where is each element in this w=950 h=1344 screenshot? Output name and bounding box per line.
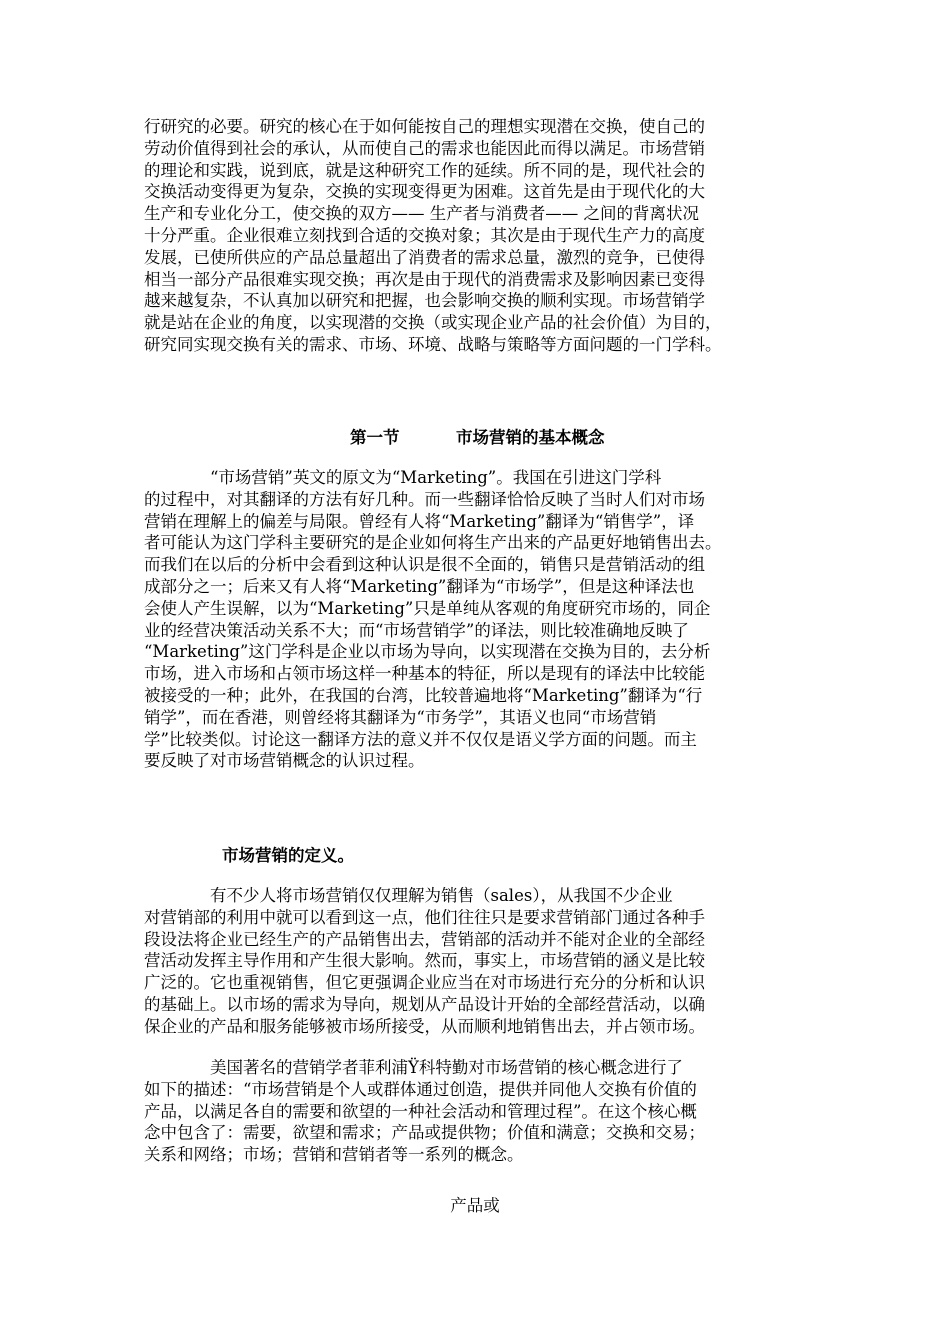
text-line: 越来越复杂，不认真加以研究和把握，也会影响交换的顺利实现。市场营销学 xyxy=(144,291,705,311)
text-line: 生产和专业化分工，使交换的双方—— 生产者与消费者—— 之间的背离状况 xyxy=(144,204,699,224)
intro-paragraph xyxy=(144,116,812,356)
text-line: 发展，已使所供应的产品总量超出了消费者的需求总量，激烈的竞争，已使得 xyxy=(144,247,705,267)
text-line: 关系和网络；市场；营销和营销者等一系列的概念。 xyxy=(144,1145,524,1165)
text-line: 广泛的。它也重视销售，但它更强调企业应当在对市场进行充分的分析和认识 xyxy=(144,973,705,993)
text-line: 销学”，而在香港，则曾经将其翻译为“市务学”，其语义也同“市场营销 xyxy=(144,707,657,727)
text-line: 者可能认为这门学科主要研究的是企业如何将生产出来的产品更好地销售出去。 xyxy=(144,533,722,553)
text-line: 的基础上。以市场的需求为导向，规划从产品设计开始的全部经营活动，以确 xyxy=(144,994,705,1014)
text-line: 有不少人将市场营销仅仅理解为销售（sales），从我国不少企业 xyxy=(144,886,673,905)
text-line: 被接受的一种；此外，在我国的台湾，比较普遍地将“Marketing”翻译为“行 xyxy=(144,685,703,705)
text-line: 业的经营决策活动关系不大；而“市场营销学”的译法，则比较准确地反映了 xyxy=(144,620,689,640)
marketing-translation-paragraph xyxy=(144,467,812,772)
text-line: 研究同实现交换有关的需求、市场、环境、战略与策略等方面问题的一门学科。 xyxy=(144,334,722,354)
text-line: “市场营销”英文的原文为“Marketing”。我国在引进这门学科 xyxy=(144,468,662,487)
kotler-paragraph xyxy=(144,1057,812,1166)
text-line: 段设法将企业已经生产的产品销售出去，营销部的活动并不能对企业的全部经 xyxy=(144,929,705,949)
text-line: 念中包含了：需要，欲望和需求；产品或提供物；价值和满意；交换和交易； xyxy=(144,1123,705,1143)
subheading-definition: 市场营销的定义。 xyxy=(222,846,354,865)
text-line: “Marketing”这门学科是企业以市场为导向，以实现潜在交换为目的，去分析 xyxy=(144,642,711,662)
text-line: 美国著名的营销学者菲利浦Ÿ科特勤对市场营销的核心概念进行了 xyxy=(144,1058,683,1077)
text-line: 就是站在企业的角度，以实现潜的交换（或实现企业产品的社会价值）为目的， xyxy=(144,313,722,333)
text-line: 要反映了对市场营销概念的认识过程。 xyxy=(144,751,425,771)
text-line: 如下的描述：“市场营销是个人或群体通过创造，提供并同他人交换有价值的 xyxy=(144,1079,697,1099)
text-line: 营活动发挥主导作用和产生很大影响。然而，事实上，市场营销的涵义是比较 xyxy=(144,951,705,971)
text-line: 市场，进入市场和占领市场这样一种基本的特征，所以是现有的译法中比较能 xyxy=(144,664,705,684)
text-line: 劳动价值得到社会的承认，从而使自己的需求也能因此而得以满足。市场营销 xyxy=(144,138,705,158)
text-line: 的过程中，对其翻译的方法有好几种。而一些翻译恰恰反映了当时人们对市场 xyxy=(144,489,705,509)
definition-paragraph xyxy=(144,885,812,1038)
text-line: 对营销部的利用中就可以看到这一点，他们往往只是要求营销部门通过各种手 xyxy=(144,907,705,927)
text-line: 交换活动变得更为复杂，交换的实现变得更为困难。这首先是由于现代化的大 xyxy=(144,182,705,202)
text-line: 保企业的产品和服务能够被市场所接受，从而顺利地销售出去，并占领市场。 xyxy=(144,1016,705,1036)
text-line: 十分严重。企业很难立刻找到合适的交换对象；其次是由于现代生产力的高度 xyxy=(144,225,705,245)
text-line: 成部分之一；后来又有人将“Marketing”翻译为“市场学”，但是这种译法也 xyxy=(144,576,695,596)
text-line: 会使人产生误解，以为“Marketing”只是单纯从客观的角度研究市场的，同企 xyxy=(144,598,711,618)
text-line: 产品，以满足各自的需要和欲望的一种社会活动和管理过程”。在这个核心概 xyxy=(144,1101,697,1121)
text-line: 相当一部分产品很难实现交换；再次是由于现代的消费需求及影响因素已变得 xyxy=(144,269,705,289)
section-number: 第一节 xyxy=(350,428,400,447)
footer-word: 产品或 xyxy=(450,1196,500,1215)
section-title: 市场营销的基本概念 xyxy=(456,428,605,447)
text-line: 行研究的必要。研究的核心在于如何能按自己的理想实现潜在交换，使自己的 xyxy=(144,117,705,136)
text-line: 营销在理解上的偏差与局限。曾经有人将“Marketing”翻译为“销售学”，译 xyxy=(144,511,695,531)
text-line: 学”比较类似。讨论这一翻译方法的意义并不仅仅是语义学方面的问题。而主 xyxy=(144,729,697,749)
text-line: 而我们在以后的分析中会看到这种认识是很不全面的，销售只是营销活动的组 xyxy=(144,555,705,575)
text-line: 的理论和实践，说到底，就是这种研究工作的延续。所不同的是，现代社会的 xyxy=(144,160,705,180)
